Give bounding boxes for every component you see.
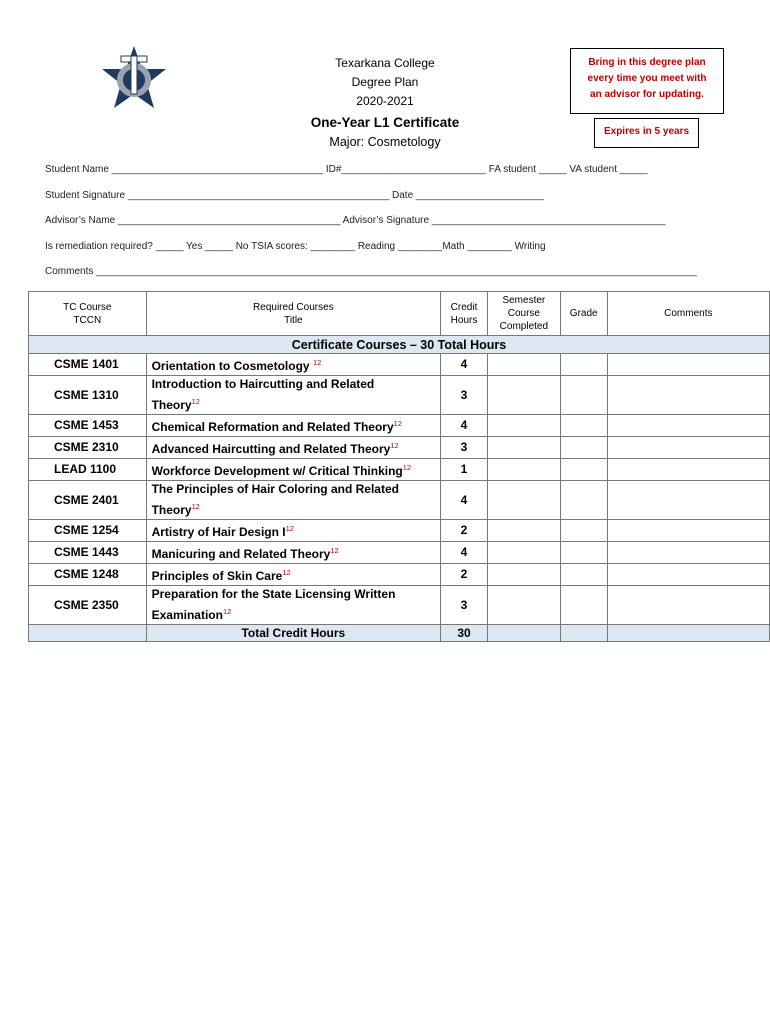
remediation-line[interactable]: Is remediation required? _____ Yes _____ No TSIA scores: ________ Reading ________Math ________ Writing [45, 241, 546, 252]
grade-cell[interactable] [560, 520, 607, 542]
course-title: Orientation to Cosmetology $^{12}$ [146, 354, 441, 376]
grade-cell[interactable] [560, 542, 607, 564]
certificate-title: One-Year L1 Certificate [310, 115, 460, 130]
course-code: LEAD 1100 [29, 459, 147, 481]
course-code: CSME 1254 [29, 520, 147, 542]
comments-cell[interactable] [607, 415, 769, 437]
course-code: CSME 1310 [29, 376, 147, 415]
grade-cell[interactable] [560, 481, 607, 520]
table-row [29, 354, 770, 376]
comments-cell[interactable] [607, 459, 769, 481]
grade-cell[interactable] [560, 586, 607, 625]
semester-cell[interactable] [487, 586, 560, 625]
grade-cell[interactable] [560, 376, 607, 415]
grade-cell[interactable] [560, 354, 607, 376]
document-type: Degree Plan [351, 75, 419, 89]
document-header [260, 54, 510, 152]
course-code: CSME 2310 [29, 437, 147, 459]
course-title: The Principles of Hair Coloring and Related Theory$^{12}$ [146, 481, 441, 520]
college-name: Texarkana College [335, 56, 435, 70]
course-title: Manicuring and Related Theory$^{12}$ [146, 542, 441, 564]
grade-cell[interactable] [560, 437, 607, 459]
grade-cell[interactable] [560, 564, 607, 586]
total-row [29, 625, 770, 642]
texarkana-college-logo [101, 44, 167, 110]
semester-cell[interactable] [487, 459, 560, 481]
advisor-line[interactable]: Advisor’s Name ________________________________________ Advisor’s Signature __________________________________________ [45, 215, 666, 226]
table-row [29, 437, 770, 459]
course-code: CSME 1453 [29, 415, 147, 437]
section-title: Certificate Courses – 30 Total Hours [29, 336, 770, 354]
comments-cell[interactable] [607, 437, 769, 459]
course-title: Chemical Reformation and Related Theory$^{12}$ [146, 415, 441, 437]
credit-hours: 3 [441, 586, 488, 625]
grade-cell[interactable] [560, 459, 607, 481]
course-code: CSME 1248 [29, 564, 147, 586]
credit-hours: 4 [441, 415, 488, 437]
semester-cell[interactable] [487, 542, 560, 564]
course-code: CSME 2401 [29, 481, 147, 520]
notice-line-1: Bring in this degree plan [588, 57, 706, 68]
table-row [29, 564, 770, 586]
semester-cell[interactable] [487, 415, 560, 437]
course-title: Preparation for the State Licensing Written Examination$^{12}$ [146, 586, 441, 625]
notice-line-3: an advisor for updating. [590, 89, 704, 100]
student-signature-line[interactable]: Student Signature _______________________________________________ Date _______________________ [45, 190, 544, 201]
semester-cell[interactable] [487, 376, 560, 415]
comments-cell[interactable] [607, 354, 769, 376]
course-code: CSME 1401 [29, 354, 147, 376]
expires-notice-box: Expires in 5 years [594, 118, 699, 148]
credit-hours: 4 [441, 481, 488, 520]
grade-cell[interactable] [560, 415, 607, 437]
degree-plan-table [28, 291, 770, 642]
header-credit-hours: Credit Hours [441, 292, 488, 336]
credit-hours: 4 [441, 354, 488, 376]
comments-cell[interactable] [607, 376, 769, 415]
table-row [29, 520, 770, 542]
course-code: CSME 1443 [29, 542, 147, 564]
semester-cell[interactable] [487, 437, 560, 459]
credit-hours: 4 [441, 542, 488, 564]
course-title: Workforce Development w/ Critical Thinking$^{12}$ [146, 459, 441, 481]
total-credit-hours-label: Total Credit Hours [146, 625, 441, 642]
comments-cell[interactable] [607, 564, 769, 586]
course-title: Artistry of Hair Design $I^{12}$ [146, 520, 441, 542]
table-row [29, 459, 770, 481]
course-code: CSME 2350 [29, 586, 147, 625]
table-row [29, 415, 770, 437]
course-title: Introduction to Haircutting and Related Theory$^{12}$ [146, 376, 441, 415]
semester-cell[interactable] [487, 481, 560, 520]
semester-cell[interactable] [487, 564, 560, 586]
comments-line[interactable]: Comments ____________________________________________________________________________________________________________ [45, 266, 697, 277]
advisor-notice-box [570, 48, 724, 114]
academic-year: 2020-2021 [356, 94, 414, 108]
comments-cell[interactable] [607, 542, 769, 564]
header-grade: Grade [560, 292, 607, 336]
semester-cell[interactable] [487, 520, 560, 542]
table-row [29, 481, 770, 520]
section-row [29, 336, 770, 354]
header-semester-completed: Semester Course Completed [487, 292, 560, 336]
credit-hours: 2 [441, 520, 488, 542]
credit-hours: 3 [441, 376, 488, 415]
table-row [29, 542, 770, 564]
table-header-row [29, 292, 770, 336]
credit-hours: 3 [441, 437, 488, 459]
course-title: Advanced Haircutting and Related Theory$^{12}$ [146, 437, 441, 459]
student-info-line[interactable]: Student Name ______________________________________ ID#__________________________ FA student _____ VA student _____ [45, 164, 648, 175]
comments-cell[interactable] [607, 586, 769, 625]
major-label: Major: Cosmetology [329, 135, 441, 149]
header-required-courses: Required Courses Title [146, 292, 441, 336]
semester-cell[interactable] [487, 354, 560, 376]
course-title: Principles of Skin Care$^{12}$ [146, 564, 441, 586]
credit-hours: 2 [441, 564, 488, 586]
header-tc-course: TC Course TCCN [29, 292, 147, 336]
table-row [29, 376, 770, 415]
credit-hours: 1 [441, 459, 488, 481]
comments-cell[interactable] [607, 481, 769, 520]
comments-cell[interactable] [607, 520, 769, 542]
table-row [29, 586, 770, 625]
total-credit-hours-value: 30 [441, 625, 488, 642]
header-comments: Comments [607, 292, 769, 336]
notice-line-2: every time you meet with [587, 73, 707, 84]
